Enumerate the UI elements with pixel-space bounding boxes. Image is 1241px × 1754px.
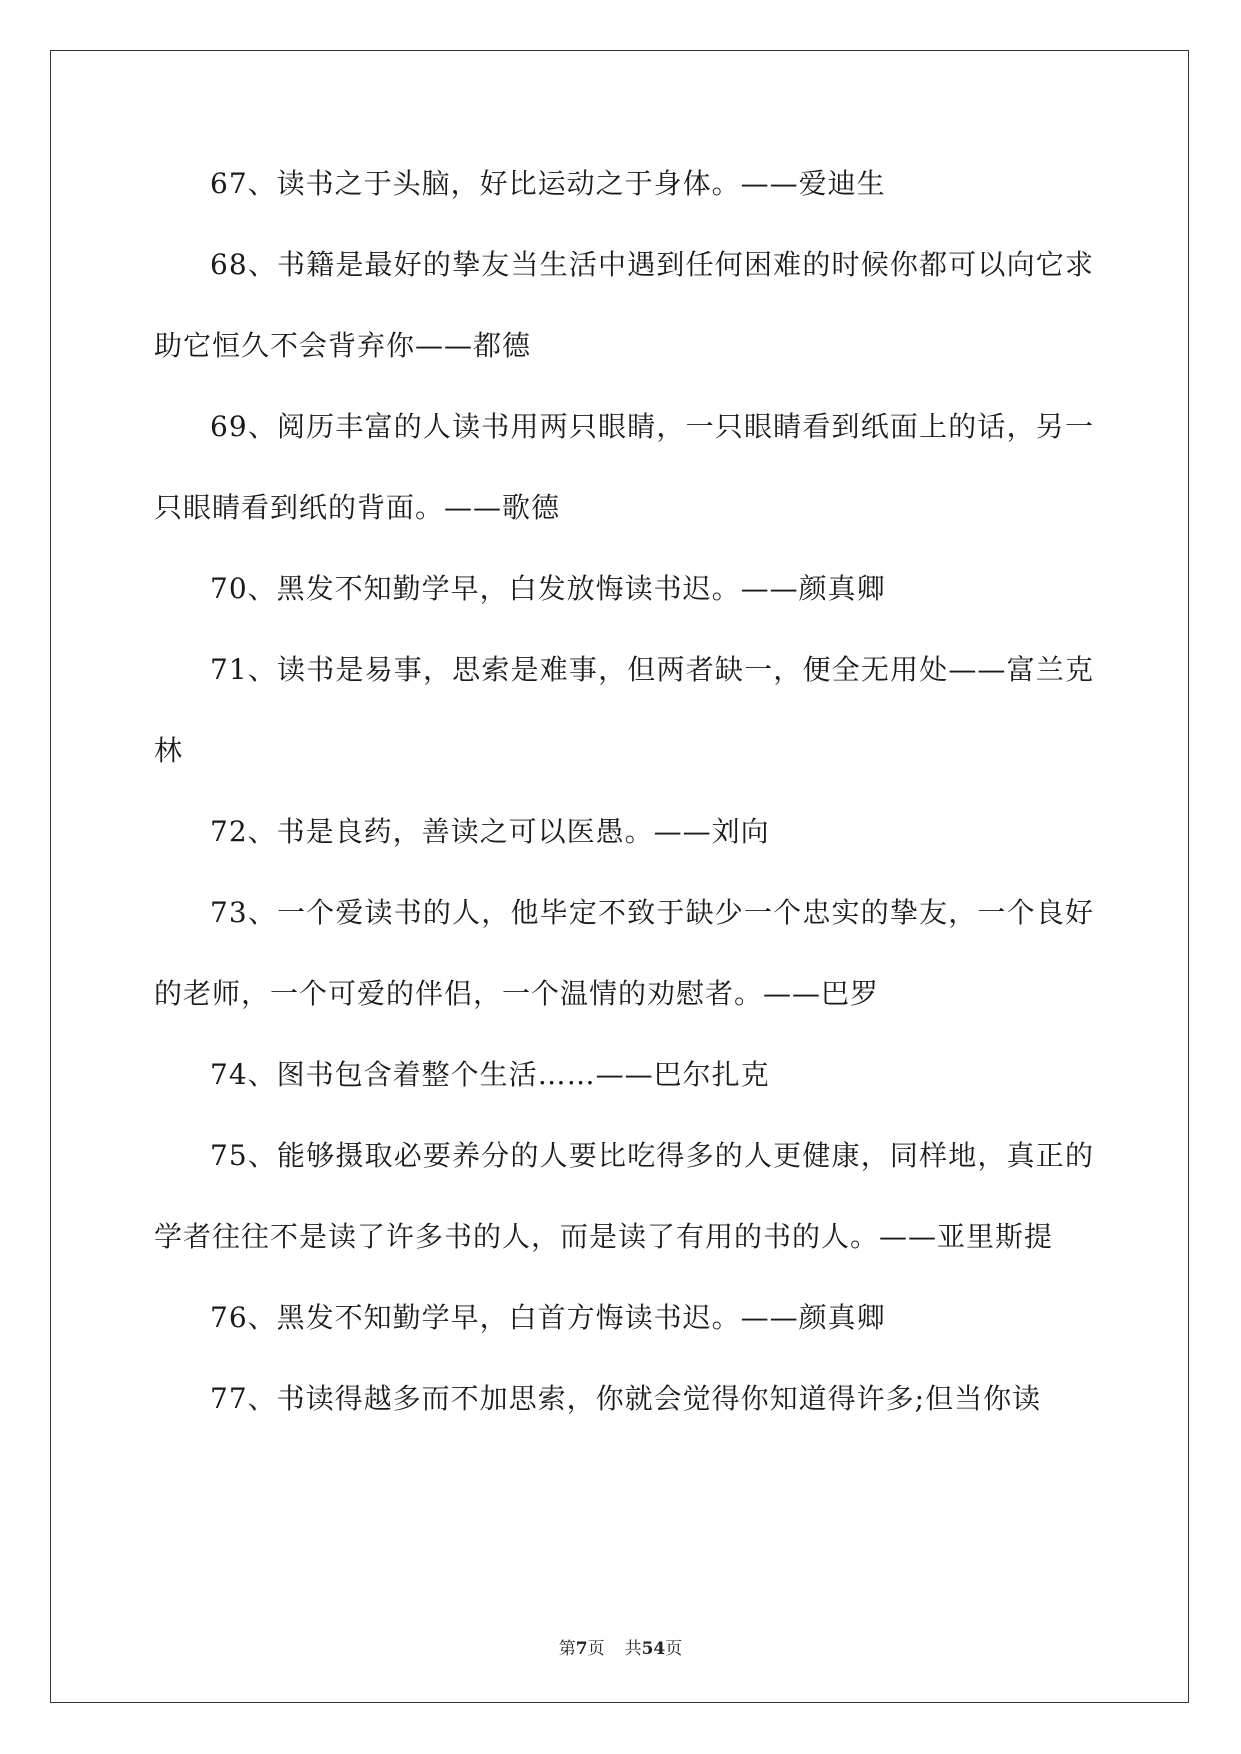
paragraph-70: 70、黑发不知勤学早，白发放悔读书迟。——颜真卿	[210, 572, 886, 605]
page-footer	[0, 1634, 1241, 1659]
page-total: 54	[641, 1639, 666, 1659]
paragraph-73: 73、一个爱读书的人，他毕定不致于缺少一个忠实的挚友，一个良好的老师，一个可爱的伴侣，一个温情的劝慰者。——巴罗	[154, 896, 1094, 1010]
paragraph-77: 77、书读得越多而不加思索，你就会觉得你知道得许多;但当你读	[210, 1382, 1042, 1415]
page-current: 7	[575, 1639, 588, 1659]
paragraph-71: 71、读书是易事，思索是难事，但两者缺一，便全无用处——富兰克林	[154, 653, 1094, 767]
page-suffix: 页	[587, 1639, 605, 1659]
page-prefix: 第	[558, 1639, 576, 1659]
total-suffix: 页	[665, 1639, 683, 1659]
document-body	[154, 162, 1094, 1439]
paragraph-74: 74、图书包含着整个生活……——巴尔扎克	[210, 1058, 770, 1091]
paragraph-69: 69、阅历丰富的人读书用两只眼睛，一只眼睛看到纸面上的话，另一只眼睛看到纸的背面。——歌德	[154, 410, 1094, 524]
paragraph-67: 67、读书之于头脑，好比运动之于身体。——爱迪生	[210, 167, 886, 200]
paragraph-72: 72、书是良药，善读之可以医愚。——刘向	[210, 815, 770, 848]
paragraph-68: 68、书籍是最好的挚友当生活中遇到任何困难的时候你都可以向它求助它恒久不会背弃你——都德	[154, 248, 1094, 362]
paragraph-75: 75、能够摄取必要养分的人要比吃得多的人更健康，同样地，真正的学者往往不是读了许多书的人，而是读了有用的书的人。——亚里斯提	[154, 1139, 1094, 1253]
total-prefix: 共	[624, 1639, 642, 1659]
paragraph-76: 76、黑发不知勤学早，白首方悔读书迟。——颜真卿	[210, 1301, 886, 1334]
